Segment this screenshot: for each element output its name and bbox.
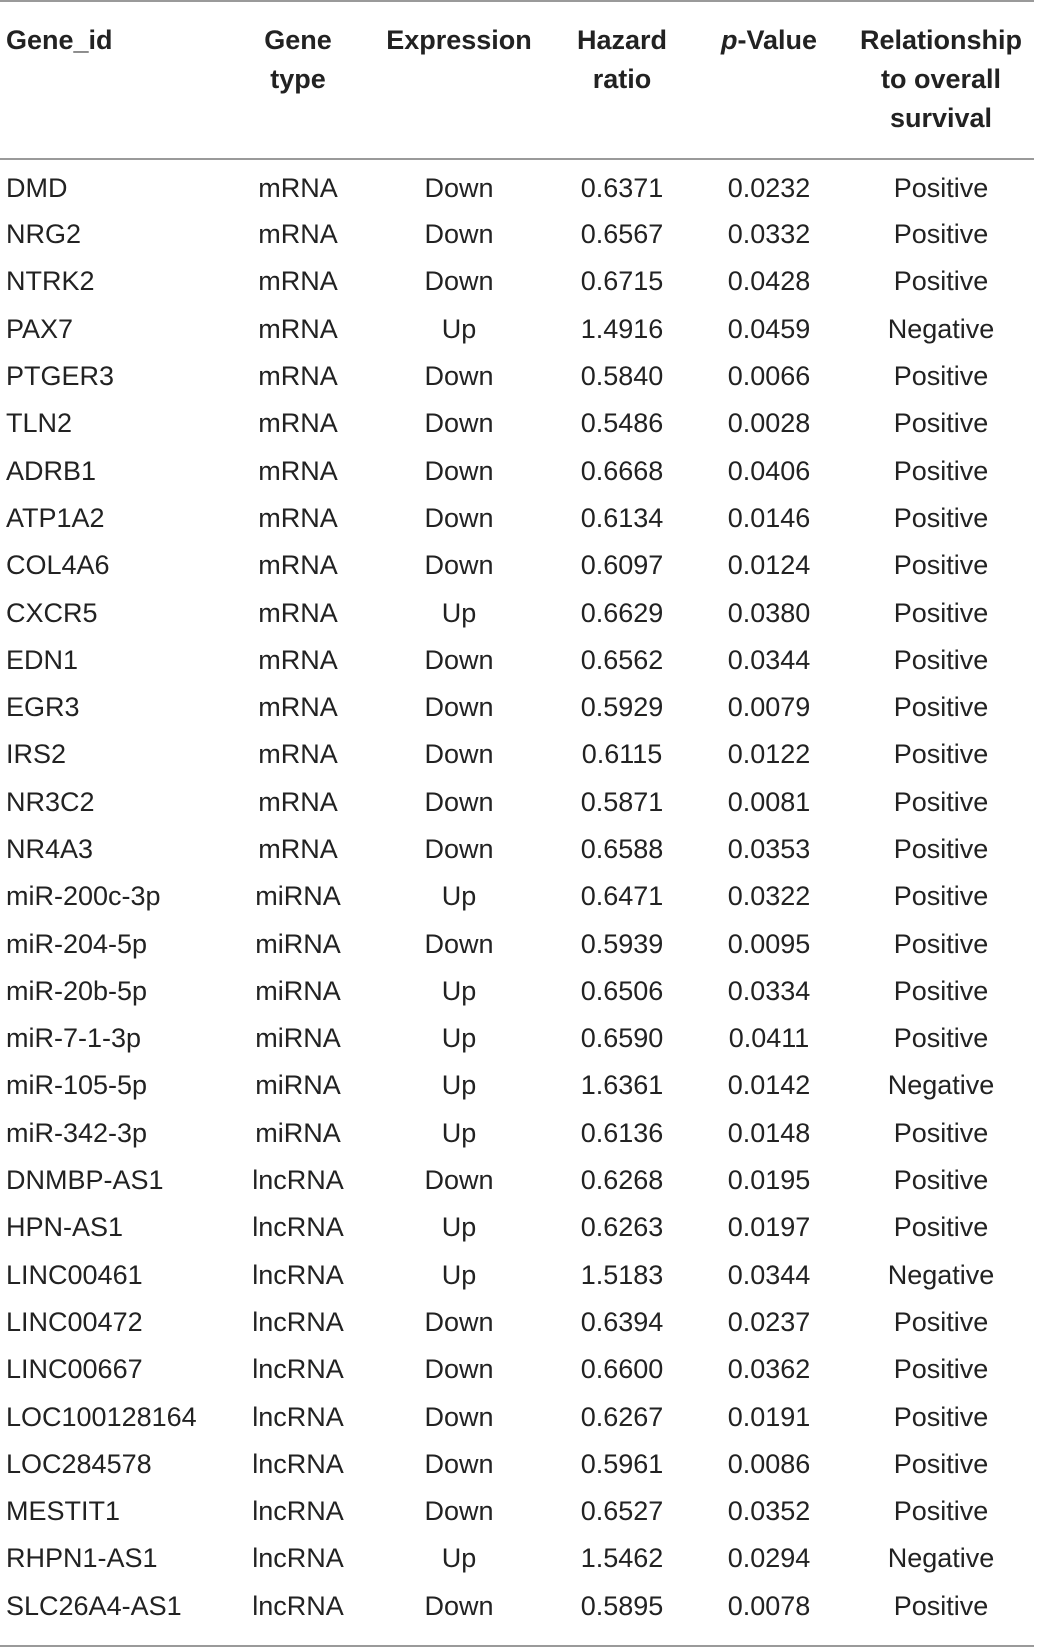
cell-p-value: 0.0081: [727, 786, 811, 817]
cell-p-value: 0.0124: [727, 550, 811, 581]
cell-gene-type: miRNA: [255, 881, 341, 912]
cell-p-value: 0.0086: [727, 1448, 811, 1479]
cell-gene-type: lncRNA: [252, 1496, 344, 1527]
cell-p-value: 0.0406: [727, 455, 811, 486]
cell-relationship: Positive: [893, 692, 989, 723]
cell-relationship: Positive: [893, 881, 989, 912]
cell-gene-id: PTGER3: [6, 361, 115, 392]
cell-expression: Down: [424, 739, 494, 770]
cell-expression: Up: [441, 597, 477, 628]
cell-hazard-ratio: 0.5929: [580, 692, 664, 723]
cell-hazard-ratio: 0.6590: [580, 1023, 664, 1054]
cell-relationship: Positive: [893, 739, 989, 770]
cell-gene-type: mRNA: [258, 266, 338, 297]
cell-p-value: 0.0322: [727, 881, 811, 912]
cell-expression: Down: [424, 173, 494, 203]
cell-relationship: Positive: [893, 1354, 989, 1385]
cell-relationship: Positive: [893, 361, 989, 392]
cell-expression: Down: [424, 1354, 494, 1385]
table-body: [0, 159, 1034, 1630]
cell-gene-id: EGR3: [6, 692, 80, 723]
cell-relationship: Positive: [893, 1306, 989, 1337]
table-row: [0, 400, 1034, 447]
cell-p-value: 0.0095: [727, 928, 811, 959]
cell-hazard-ratio: 1.5462: [580, 1543, 664, 1574]
cell-expression: Up: [441, 881, 477, 912]
table-row: [0, 1535, 1034, 1582]
cell-relationship: Positive: [893, 1165, 989, 1196]
header-gene-id-label: Gene_id: [6, 25, 113, 55]
cell-gene-id: RHPN1-AS1: [6, 1543, 158, 1574]
table-row: [0, 779, 1034, 826]
table-row: [0, 873, 1034, 920]
cell-hazard-ratio: 0.6268: [580, 1165, 664, 1196]
cell-relationship: Positive: [893, 975, 989, 1006]
table-row: [0, 542, 1034, 589]
cell-hazard-ratio: 0.5939: [580, 928, 664, 959]
table-row: [0, 1062, 1034, 1109]
cell-hazard-ratio: 0.5961: [580, 1448, 664, 1479]
cell-gene-type: mRNA: [258, 550, 338, 581]
cell-gene-id: ATP1A2: [6, 502, 105, 533]
cell-expression: Down: [424, 928, 494, 959]
cell-gene-type: lncRNA: [252, 1543, 344, 1574]
header-expression-label: Expression: [386, 25, 532, 55]
cell-gene-type: miRNA: [255, 928, 341, 959]
cell-expression: Down: [424, 1306, 494, 1337]
cell-expression: Down: [424, 1496, 494, 1527]
cell-relationship: Positive: [893, 455, 989, 486]
table-row: [0, 495, 1034, 542]
header-expression: [364, 1, 554, 159]
cell-gene-type: lncRNA: [252, 1354, 344, 1385]
header-gene-id: [0, 1, 232, 159]
cell-gene-id: SLC26A4-AS1: [6, 1590, 182, 1621]
cell-gene-type: miRNA: [255, 1117, 341, 1148]
cell-expression: Up: [441, 313, 477, 344]
header-hazard-line1: Hazard: [576, 25, 668, 55]
cell-p-value: 0.0146: [727, 502, 811, 533]
cell-p-value: 0.0078: [727, 1590, 811, 1621]
cell-p-value: 0.0079: [727, 692, 811, 723]
table-row: [0, 637, 1034, 684]
cell-gene-id: miR-200c-3p: [6, 881, 161, 912]
cell-gene-id: miR-105-5p: [6, 1070, 148, 1101]
cell-expression: Down: [424, 834, 494, 864]
cell-relationship: Positive: [893, 1401, 989, 1432]
cell-relationship: Positive: [893, 1448, 989, 1479]
cell-p-value: 0.0232: [727, 173, 811, 203]
table-row: [0, 968, 1034, 1015]
cell-gene-type: lncRNA: [252, 1306, 344, 1337]
cell-p-value: 0.0028: [727, 408, 811, 439]
cell-gene-type: lncRNA: [252, 1401, 344, 1432]
header-relationship-line2: to overall: [880, 64, 1002, 94]
cell-p-value: 0.0344: [727, 644, 811, 675]
cell-relationship: Positive: [893, 1212, 989, 1243]
cell-gene-id: NR3C2: [6, 786, 95, 817]
cell-gene-id: NR4A3: [6, 834, 94, 864]
cell-expression: Up: [441, 1259, 477, 1290]
cell-gene-id: HPN-AS1: [6, 1212, 124, 1243]
cell-hazard-ratio: 1.4916: [580, 313, 664, 344]
cell-hazard-ratio: 0.5871: [580, 786, 664, 817]
cell-p-value: 0.0380: [727, 597, 811, 628]
cell-gene-id: LOC284578: [6, 1448, 152, 1479]
table-row: [0, 826, 1034, 873]
cell-p-value: 0.0459: [727, 313, 811, 344]
cell-relationship: Positive: [893, 266, 989, 297]
cell-relationship: Negative: [887, 313, 995, 344]
cell-expression: Down: [424, 502, 494, 533]
table-header: [0, 1, 1034, 159]
cell-hazard-ratio: 0.6134: [580, 502, 664, 533]
cell-expression: Up: [441, 1023, 477, 1054]
table-row: [0, 447, 1034, 494]
cell-p-value: 0.0344: [727, 1259, 811, 1290]
table-row: [0, 1583, 1034, 1630]
cell-relationship: Positive: [893, 834, 989, 864]
cell-gene-type: mRNA: [258, 455, 338, 486]
cell-gene-id: miR-342-3p: [6, 1117, 148, 1148]
cell-gene-type: mRNA: [258, 834, 338, 864]
cell-relationship: Negative: [887, 1259, 995, 1290]
cell-gene-id: DMD: [6, 173, 68, 203]
cell-gene-type: lncRNA: [252, 1448, 344, 1479]
cell-gene-id: LOC100128164: [6, 1401, 197, 1432]
cell-gene-id: ADRB1: [6, 455, 97, 486]
table-row: [0, 258, 1034, 305]
cell-p-value: 0.0352: [727, 1496, 811, 1527]
cell-hazard-ratio: 0.5486: [580, 408, 664, 439]
table-row: [0, 1299, 1034, 1346]
cell-gene-type: lncRNA: [252, 1259, 344, 1290]
cell-gene-type: mRNA: [258, 597, 338, 628]
cell-expression: Down: [424, 266, 494, 297]
table-row: [0, 211, 1034, 258]
cell-expression: Down: [424, 644, 494, 675]
cell-relationship: Positive: [893, 502, 989, 533]
cell-hazard-ratio: 0.5895: [580, 1590, 664, 1621]
cell-expression: Down: [424, 455, 494, 486]
cell-expression: Down: [424, 408, 494, 439]
table-header-row: [0, 1, 1034, 159]
cell-p-value: 0.0122: [727, 739, 811, 770]
header-p-value-rest: -Value: [737, 25, 818, 55]
table-row: [0, 589, 1034, 636]
cell-hazard-ratio: 0.6097: [580, 550, 664, 581]
cell-gene-type: mRNA: [258, 313, 338, 344]
cell-expression: Up: [441, 1070, 477, 1101]
cell-gene-id: LINC00472: [6, 1306, 143, 1337]
cell-gene-type: mRNA: [258, 502, 338, 533]
cell-gene-id: NTRK2: [6, 266, 95, 297]
cell-p-value: 0.0334: [727, 975, 811, 1006]
cell-p-value: 0.0197: [727, 1212, 811, 1243]
cell-relationship: Positive: [893, 408, 989, 439]
cell-gene-type: mRNA: [258, 692, 338, 723]
cell-gene-type: mRNA: [258, 408, 338, 439]
cell-p-value: 0.0142: [727, 1070, 811, 1101]
cell-hazard-ratio: 0.6394: [580, 1306, 664, 1337]
table-row: [0, 1488, 1034, 1535]
cell-relationship: Positive: [893, 1023, 989, 1054]
header-p-value: [690, 1, 848, 159]
cell-gene-id: COL4A6: [6, 550, 110, 581]
cell-hazard-ratio: 0.6567: [580, 219, 664, 250]
cell-expression: Up: [441, 1543, 477, 1574]
cell-gene-type: miRNA: [255, 1023, 341, 1054]
cell-expression: Down: [424, 1590, 494, 1621]
header-hazard-ratio: [554, 1, 690, 159]
table-row: [0, 1015, 1034, 1062]
cell-hazard-ratio: 0.6263: [580, 1212, 664, 1243]
cell-relationship: Positive: [893, 597, 989, 628]
cell-p-value: 0.0148: [727, 1117, 811, 1148]
table-row: [0, 1252, 1034, 1299]
cell-p-value: 0.0066: [727, 361, 811, 392]
cell-expression: Up: [441, 1117, 477, 1148]
cell-gene-type: miRNA: [255, 975, 341, 1006]
cell-gene-type: miRNA: [255, 1070, 341, 1101]
cell-relationship: Positive: [893, 550, 989, 581]
cell-gene-id: miR-7-1-3p: [6, 1023, 142, 1054]
cell-relationship: Positive: [893, 219, 989, 250]
cell-gene-type: lncRNA: [252, 1212, 344, 1243]
cell-hazard-ratio: 0.6600: [580, 1354, 664, 1385]
header-gene-type-line2: type: [270, 64, 326, 94]
cell-p-value: 0.0332: [727, 219, 811, 250]
cell-p-value: 0.0191: [727, 1401, 811, 1432]
cell-p-value: 0.0411: [728, 1023, 810, 1054]
cell-hazard-ratio: 0.6115: [581, 739, 663, 770]
cell-expression: Down: [424, 786, 494, 817]
header-p-value-italic: p: [720, 25, 738, 55]
cell-gene-id: NRG2: [6, 219, 82, 250]
header-gene-type: [232, 1, 364, 159]
cell-expression: Down: [424, 1401, 494, 1432]
table-row: [0, 1157, 1034, 1204]
cell-hazard-ratio: 0.6562: [580, 644, 664, 675]
cell-relationship: Negative: [887, 1543, 995, 1574]
cell-gene-id: miR-204-5p: [6, 928, 148, 959]
cell-relationship: Positive: [893, 1496, 989, 1527]
cell-gene-id: LINC00667: [6, 1354, 143, 1385]
cell-p-value: 0.0195: [727, 1165, 811, 1196]
table-row: [0, 306, 1034, 353]
cell-gene-id: miR-20b-5p: [6, 975, 148, 1006]
cell-expression: Down: [424, 1448, 494, 1479]
table-row: [0, 159, 1034, 211]
cell-gene-type: mRNA: [258, 173, 338, 203]
table-row: [0, 1204, 1034, 1251]
cell-hazard-ratio: 0.6588: [580, 834, 664, 864]
cell-hazard-ratio: 0.6506: [580, 975, 664, 1006]
table-bottom-rule: [0, 1645, 1034, 1647]
header-relationship-line1: Relationship: [859, 25, 1022, 55]
cell-gene-id: LINC00461: [6, 1259, 143, 1290]
cell-gene-id: TLN2: [6, 408, 73, 439]
cell-p-value: 0.0237: [727, 1306, 811, 1337]
header-relationship: [848, 1, 1034, 159]
cell-relationship: Positive: [893, 1590, 989, 1621]
table-row: [0, 1393, 1034, 1440]
cell-hazard-ratio: 1.6361: [580, 1070, 664, 1101]
cell-hazard-ratio: 0.6371: [580, 173, 664, 203]
cell-expression: Down: [424, 1165, 494, 1196]
cell-hazard-ratio: 0.6715: [580, 266, 664, 297]
table-row: [0, 1346, 1034, 1393]
table-row: [0, 731, 1034, 778]
cell-gene-type: mRNA: [258, 739, 338, 770]
cell-hazard-ratio: 1.5183: [580, 1259, 664, 1290]
cell-gene-type: lncRNA: [252, 1165, 344, 1196]
cell-p-value: 0.0362: [727, 1354, 811, 1385]
cell-gene-id: DNMBP-AS1: [6, 1165, 164, 1196]
cell-expression: Down: [424, 219, 494, 250]
cell-gene-id: MESTIT1: [6, 1496, 121, 1527]
cell-relationship: Positive: [893, 644, 989, 675]
cell-gene-type: mRNA: [258, 219, 338, 250]
cell-gene-id: CXCR5: [6, 597, 98, 628]
cell-hazard-ratio: 0.6267: [580, 1401, 664, 1432]
cell-expression: Down: [424, 361, 494, 392]
cell-hazard-ratio: 0.6527: [580, 1496, 664, 1527]
cell-expression: Up: [441, 1212, 477, 1243]
header-hazard-line2: ratio: [592, 64, 652, 94]
cell-p-value: 0.0428: [727, 266, 811, 297]
cell-relationship: Positive: [893, 928, 989, 959]
cell-gene-id: EDN1: [6, 644, 79, 675]
table-row: [0, 353, 1034, 400]
cell-p-value: 0.0353: [727, 834, 811, 864]
cell-hazard-ratio: 0.6668: [580, 455, 664, 486]
cell-relationship: Negative: [887, 1070, 995, 1101]
cell-gene-id: PAX7: [6, 313, 74, 344]
cell-hazard-ratio: 0.5840: [580, 361, 664, 392]
cell-gene-type: mRNA: [258, 644, 338, 675]
cell-hazard-ratio: 0.6471: [580, 881, 664, 912]
table-row: [0, 684, 1034, 731]
header-relationship-line3: survival: [889, 103, 993, 133]
cell-gene-id: IRS2: [6, 739, 67, 770]
cell-relationship: Positive: [893, 1117, 989, 1148]
cell-relationship: Positive: [893, 173, 989, 203]
cell-hazard-ratio: 0.6136: [580, 1117, 664, 1148]
cell-p-value: 0.0294: [727, 1543, 811, 1574]
cell-gene-type: mRNA: [258, 786, 338, 817]
cell-expression: Down: [424, 550, 494, 581]
cell-relationship: Positive: [893, 786, 989, 817]
cell-hazard-ratio: 0.6629: [580, 597, 664, 628]
cell-expression: Down: [424, 692, 494, 723]
cell-expression: Up: [441, 975, 477, 1006]
table-row: [0, 1110, 1034, 1157]
table-row: [0, 1441, 1034, 1488]
table-row: [0, 920, 1034, 967]
cell-gene-type: mRNA: [258, 361, 338, 392]
header-gene-type-line1: Gene: [264, 25, 332, 55]
cell-gene-type: lncRNA: [252, 1590, 344, 1621]
